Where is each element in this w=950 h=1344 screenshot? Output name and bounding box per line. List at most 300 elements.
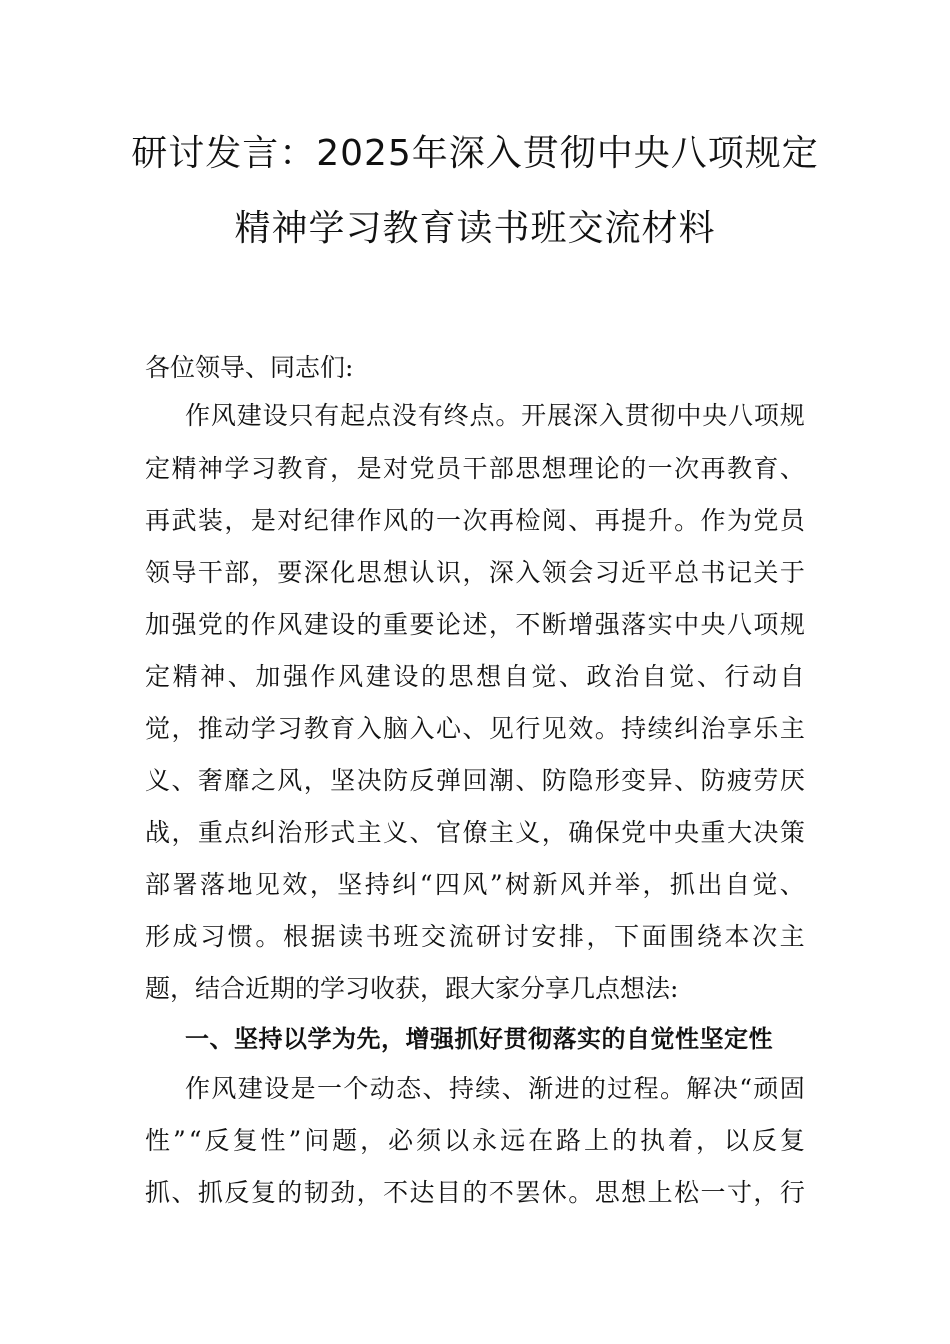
char: 习 <box>277 714 303 743</box>
char: 顽 <box>753 1074 779 1103</box>
char: 入 <box>515 558 541 587</box>
char: 风 <box>560 870 586 899</box>
char: 教 <box>277 454 303 483</box>
char: 固 <box>779 1074 805 1103</box>
char: 对 <box>277 506 303 535</box>
char: 次 <box>752 922 778 951</box>
char: 自 <box>503 662 529 691</box>
char: 反 <box>751 1126 777 1155</box>
char: 风 <box>462 870 488 899</box>
char: 行 <box>515 714 541 743</box>
char: 设 <box>264 1074 290 1103</box>
char: 式 <box>330 818 356 847</box>
char: 反 <box>204 1126 230 1155</box>
char: 围 <box>669 922 695 951</box>
char: 风 <box>210 401 236 430</box>
char: 提 <box>621 506 647 535</box>
char: 动 <box>224 714 250 743</box>
char: 回 <box>462 766 488 795</box>
char: 作 <box>310 662 336 691</box>
char: 。 <box>495 401 521 430</box>
char: 作 <box>700 506 726 535</box>
char: 抓 <box>669 870 695 899</box>
char: 着 <box>667 1126 693 1155</box>
char: 治 <box>700 714 726 743</box>
char: 渐 <box>528 1074 554 1103</box>
char: 上 <box>647 1178 673 1207</box>
char: 异 <box>647 766 673 795</box>
char: 、 <box>568 506 594 535</box>
char: 官 <box>435 818 461 847</box>
char: 一 <box>435 506 461 535</box>
char: 党 <box>753 506 779 535</box>
char: 、 <box>779 870 805 899</box>
char: ， <box>360 1126 386 1155</box>
char: 复 <box>779 1126 805 1155</box>
char: 厌 <box>779 766 805 795</box>
char: 并 <box>587 870 613 899</box>
char: 落 <box>621 610 647 639</box>
char: 中 <box>647 818 673 847</box>
char: 关 <box>753 558 779 587</box>
char: ， <box>250 558 276 587</box>
char: 重 <box>197 818 223 847</box>
char: 纠 <box>674 714 700 743</box>
char: 次 <box>462 506 488 535</box>
char: 思 <box>448 662 474 691</box>
char: 有 <box>314 401 340 430</box>
char: ， <box>462 558 488 587</box>
char: 新 <box>532 870 558 899</box>
char: 会 <box>568 558 594 587</box>
char: ， <box>541 818 567 847</box>
char: 设 <box>262 401 288 430</box>
char: 在 <box>528 1126 554 1155</box>
char: 形 <box>594 766 620 795</box>
char: 精 <box>171 454 197 483</box>
char: 大 <box>726 818 752 847</box>
char: 一 <box>316 1074 342 1103</box>
char: 党 <box>197 610 223 639</box>
char: 态 <box>396 1074 422 1103</box>
char: 教 <box>303 714 329 743</box>
char: 是 <box>290 1074 316 1103</box>
char: 为 <box>726 506 752 535</box>
char: 续 <box>647 714 673 743</box>
paragraph-1-line <box>145 449 805 489</box>
document-title-line-2: 精神学习教育读书班交流材料 <box>234 208 716 249</box>
char: 坚 <box>337 870 363 899</box>
char: 主 <box>779 922 805 951</box>
char: 想 <box>621 1178 647 1207</box>
char: 复 <box>250 1178 276 1207</box>
char: 治 <box>277 818 303 847</box>
char: 变 <box>621 766 647 795</box>
char: 想 <box>541 454 567 483</box>
char: 弹 <box>435 766 461 795</box>
char: 纠 <box>250 818 276 847</box>
char: 讨 <box>503 922 529 951</box>
char: 见 <box>488 714 514 743</box>
paragraph-1-line <box>145 605 805 645</box>
char: 于 <box>779 558 805 587</box>
paragraph-1-line: 题，结合近期的学习收获，跟大家分享几点想法: <box>145 974 679 1003</box>
char: 据 <box>310 922 336 951</box>
char: 作 <box>185 1074 211 1103</box>
char: 是 <box>250 506 276 535</box>
char: ， <box>171 714 197 743</box>
char: 重 <box>700 818 726 847</box>
char: 流 <box>448 922 474 951</box>
char: 书 <box>365 922 391 951</box>
char: 增 <box>568 610 594 639</box>
char: 思 <box>356 558 382 587</box>
char: 记 <box>726 558 752 587</box>
char: 次 <box>674 454 700 483</box>
char: 风 <box>277 766 303 795</box>
char: 下 <box>614 922 640 951</box>
char: 的 <box>224 610 250 639</box>
char: 学 <box>224 454 250 483</box>
document-title-line-1: 研讨发言：2025年深入贯彻中央八项规定 <box>131 133 819 174</box>
char: 认 <box>409 558 435 587</box>
char: 识 <box>435 558 461 587</box>
char: 是 <box>356 454 382 483</box>
char: 要 <box>409 610 435 639</box>
char: 题 <box>332 1126 358 1155</box>
char: 设 <box>330 610 356 639</box>
char: 四 <box>434 870 460 899</box>
char: 出 <box>697 870 723 899</box>
char: 想 <box>476 662 502 691</box>
char: 动 <box>752 662 778 691</box>
char: 律 <box>330 506 356 535</box>
paragraph-2-line <box>145 1173 805 1213</box>
char: 惯 <box>227 922 253 951</box>
char: 、 <box>501 1074 527 1103</box>
char: 风 <box>383 506 409 535</box>
char: 书 <box>700 558 726 587</box>
char: 风 <box>211 1074 237 1103</box>
char: 、 <box>171 766 197 795</box>
paragraph-1-line <box>145 813 805 853</box>
char: 。 <box>255 922 281 951</box>
char: 的 <box>621 454 647 483</box>
char: 之 <box>250 766 276 795</box>
char: 防 <box>700 766 726 795</box>
char: 没 <box>391 401 417 430</box>
char: 化 <box>330 558 356 587</box>
char: ， <box>224 506 250 535</box>
char: 义 <box>515 818 541 847</box>
char: 再 <box>594 506 620 535</box>
char: 、 <box>171 1178 197 1207</box>
char: 项 <box>753 610 779 639</box>
char: 执 <box>640 1126 666 1155</box>
paragraph-1-line <box>145 917 805 957</box>
char: 脑 <box>383 714 409 743</box>
char: 的 <box>277 1178 303 1207</box>
char: 起 <box>340 401 366 430</box>
char: 实 <box>647 610 673 639</box>
char: 中 <box>674 610 700 639</box>
char: 点 <box>366 401 392 430</box>
char: 根 <box>282 922 308 951</box>
char: 建 <box>236 401 262 430</box>
char: ， <box>303 766 329 795</box>
char: 劲 <box>330 1178 356 1207</box>
char: 建 <box>303 610 329 639</box>
char: 终 <box>443 401 469 430</box>
char: 教 <box>726 454 752 483</box>
char: 强 <box>171 610 197 639</box>
char: 升 <box>647 506 673 535</box>
char: 八 <box>728 401 754 430</box>
char: 党 <box>409 454 435 483</box>
paragraph-2-line <box>145 1121 805 1161</box>
char: 动 <box>369 1074 395 1103</box>
char: 深 <box>488 558 514 587</box>
char: 规 <box>779 610 805 639</box>
char: 远 <box>500 1126 526 1155</box>
char: 风 <box>338 662 364 691</box>
char: 、 <box>558 662 584 691</box>
char: “ <box>739 1074 752 1103</box>
char: 部 <box>145 870 171 899</box>
char: 义 <box>145 766 171 795</box>
paragraph-1-line <box>145 501 805 541</box>
char: 享 <box>726 714 752 743</box>
char: 面 <box>641 922 667 951</box>
char: 思 <box>515 454 541 483</box>
char: 有 <box>417 401 443 430</box>
char: 神 <box>200 662 226 691</box>
char: 。 <box>660 1074 686 1103</box>
char: 习 <box>200 922 226 951</box>
char: 僚 <box>462 818 488 847</box>
char: 育 <box>303 454 329 483</box>
paragraph-1-line <box>185 396 805 436</box>
char: 安 <box>531 922 557 951</box>
paragraph-2-line <box>185 1069 805 1109</box>
char: 员 <box>435 454 461 483</box>
char: 部 <box>488 454 514 483</box>
char: 装 <box>197 506 223 535</box>
char: 、 <box>696 662 722 691</box>
char: 、 <box>409 818 435 847</box>
char: 心 <box>435 714 461 743</box>
char: 树 <box>505 870 531 899</box>
char: 不 <box>515 610 541 639</box>
char: 入 <box>598 401 624 430</box>
char: 形 <box>145 922 171 951</box>
char: 见 <box>254 870 280 899</box>
char: 抓 <box>197 1178 223 1207</box>
char: 程 <box>633 1074 659 1103</box>
char: 路 <box>556 1126 582 1155</box>
char: 、 <box>462 714 488 743</box>
char: 定 <box>145 454 171 483</box>
char: 贯 <box>624 401 650 430</box>
char: 的 <box>356 610 382 639</box>
char: 松 <box>674 1178 700 1207</box>
char: 复 <box>232 1126 258 1155</box>
char: 乐 <box>753 714 779 743</box>
char: 中 <box>676 401 702 430</box>
char: 对 <box>383 454 409 483</box>
char: ， <box>586 922 612 951</box>
char: 主 <box>779 714 805 743</box>
char: 抓 <box>145 1178 171 1207</box>
char: 干 <box>197 558 223 587</box>
char: 总 <box>674 558 700 587</box>
char: 隐 <box>568 766 594 795</box>
char: ” <box>489 870 503 899</box>
section-1-heading: 一、坚持以学为先，增强抓好贯彻落实的自觉性坚定性 <box>185 1025 773 1053</box>
paragraph-1-line <box>145 709 805 749</box>
char: ， <box>488 610 514 639</box>
char: 强 <box>594 610 620 639</box>
char: 政 <box>586 662 612 691</box>
char: 育 <box>753 454 779 483</box>
char: 习 <box>250 454 276 483</box>
char: 须 <box>416 1126 442 1155</box>
char: 问 <box>304 1126 330 1155</box>
char: 不 <box>488 1178 514 1207</box>
char: 读 <box>338 922 364 951</box>
char: 彻 <box>650 401 676 430</box>
char: 风 <box>277 610 303 639</box>
char: “ <box>188 1126 202 1155</box>
char: 再 <box>488 506 514 535</box>
char: 。 <box>594 714 620 743</box>
char: 作 <box>356 506 382 535</box>
char: 排 <box>558 922 584 951</box>
char: 自 <box>779 662 805 691</box>
char: 一 <box>700 1178 726 1207</box>
char: 自 <box>641 662 667 691</box>
char: 义 <box>383 818 409 847</box>
char: 决 <box>356 766 382 795</box>
char: 、 <box>422 1074 448 1103</box>
char: 个 <box>343 1074 369 1103</box>
char: 行 <box>724 662 750 691</box>
char: 近 <box>621 558 647 587</box>
char: ， <box>642 870 668 899</box>
char: 。 <box>674 506 700 535</box>
char: 入 <box>409 714 435 743</box>
char: 再 <box>145 506 171 535</box>
char: ， <box>695 1126 721 1155</box>
char: 党 <box>621 818 647 847</box>
char: 干 <box>462 454 488 483</box>
char: 坚 <box>330 766 356 795</box>
char: 性 <box>145 1126 171 1155</box>
char: 强 <box>282 662 308 691</box>
char: ， <box>330 454 356 483</box>
char: 反 <box>224 1178 250 1207</box>
char: 防 <box>383 766 409 795</box>
char: 永 <box>472 1126 498 1155</box>
char: 主 <box>356 818 382 847</box>
char: 反 <box>409 766 435 795</box>
char: 效 <box>282 870 308 899</box>
char: 举 <box>614 870 640 899</box>
char: 建 <box>365 662 391 691</box>
char: 本 <box>724 922 750 951</box>
char: 不 <box>383 1178 409 1207</box>
char: 续 <box>475 1074 501 1103</box>
char: 觉 <box>145 714 171 743</box>
char: 治 <box>614 662 640 691</box>
char: 展 <box>547 401 573 430</box>
paragraph-1-line <box>145 865 805 905</box>
paragraph-1-line <box>145 761 805 801</box>
char: 育 <box>330 714 356 743</box>
char: 性 <box>260 1126 286 1155</box>
char: 入 <box>356 714 382 743</box>
char: ， <box>753 1178 779 1207</box>
char: 地 <box>227 870 253 899</box>
char: 定 <box>145 662 171 691</box>
char: 形 <box>303 818 329 847</box>
char: 深 <box>303 558 329 587</box>
char: 觉 <box>531 662 557 691</box>
char: 要 <box>277 558 303 587</box>
char: 、 <box>779 454 805 483</box>
char: 理 <box>568 454 594 483</box>
char: 设 <box>393 662 419 691</box>
char: 见 <box>541 714 567 743</box>
char: 想 <box>383 558 409 587</box>
char: 奢 <box>197 766 223 795</box>
char: 推 <box>197 714 223 743</box>
char: 加 <box>255 662 281 691</box>
char: 班 <box>393 922 419 951</box>
char: 神 <box>197 454 223 483</box>
char: 持 <box>364 870 390 899</box>
char: 达 <box>409 1178 435 1207</box>
char: 觉 <box>752 870 778 899</box>
char: “ <box>419 870 433 899</box>
char: 建 <box>237 1074 263 1103</box>
char: ， <box>309 870 335 899</box>
char: 韧 <box>303 1178 329 1207</box>
char: 只 <box>288 401 314 430</box>
char: 、 <box>515 766 541 795</box>
char: 战 <box>145 818 171 847</box>
char: 的 <box>409 506 435 535</box>
char: 员 <box>779 506 805 535</box>
char: 决 <box>712 1074 738 1103</box>
char: 研 <box>476 922 502 951</box>
char: 效 <box>568 714 594 743</box>
char: 作 <box>250 610 276 639</box>
char: 过 <box>607 1074 633 1103</box>
char: ” <box>288 1126 302 1155</box>
char: 自 <box>724 870 750 899</box>
char: 罢 <box>515 1178 541 1207</box>
char: 领 <box>541 558 567 587</box>
char: 一 <box>647 454 673 483</box>
char: 央 <box>674 818 700 847</box>
char: 检 <box>515 506 541 535</box>
char: 八 <box>726 610 752 639</box>
char: 寸 <box>726 1178 752 1207</box>
char: 央 <box>702 401 728 430</box>
char: 、 <box>674 766 700 795</box>
char: 交 <box>420 922 446 951</box>
